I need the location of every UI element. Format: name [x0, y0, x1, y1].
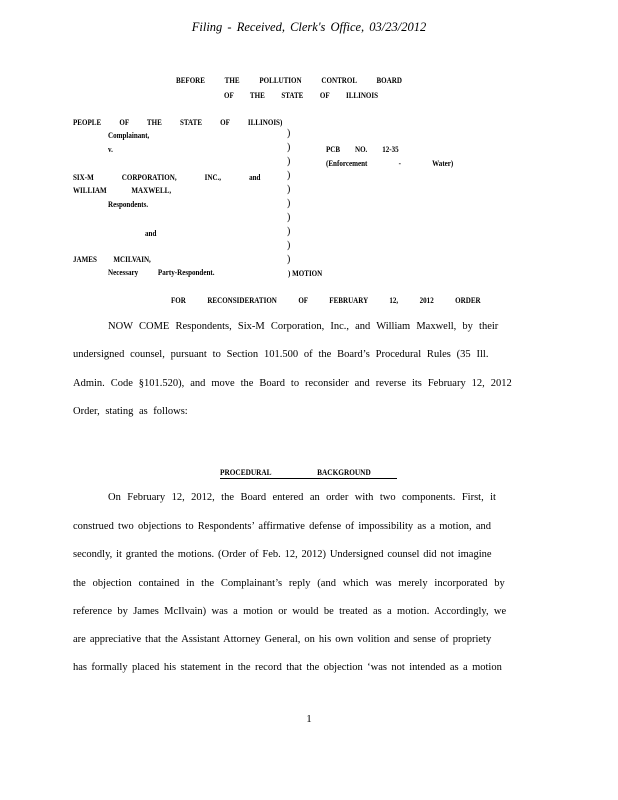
section-heading [220, 467, 397, 479]
caption-paren: ) [287, 156, 291, 167]
caption-motion-word: ) MOTION [288, 268, 323, 278]
caption-respondent2: WILLIAM MAXWELL, [73, 185, 172, 195]
case-number: PCB NO. 12-35 [326, 144, 399, 154]
background-line: On February 12, 2012, the Board entered an order with two components. First, it [108, 492, 496, 503]
caption-paren: ) [287, 170, 291, 181]
background-line: has formally placed his statement in the record that the objection ‘was not intended as a motion [73, 662, 502, 673]
filing-stamp: Filing - Received, Clerk's Office, 03/23/2012 [191, 20, 427, 34]
court-heading-line2: OF THE STATE OF ILLINOIS [224, 90, 379, 100]
caption-respondents: Respondents. [108, 199, 149, 209]
background-line: secondly, it granted the motions. (Order of Feb. 12, 2012) Undersigned counsel did not imagine [73, 549, 492, 560]
caption-paren: ) [287, 184, 291, 195]
caption-paren: ) [287, 212, 291, 223]
background-line: are appreciative that the Assistant Attorney General, on his own volition and sense of propriety [73, 634, 492, 645]
caption-paren: ) [287, 240, 291, 251]
intro-line: Order, stating as follows: [73, 406, 188, 417]
section-heading-text: PROCEDURAL BACKGROUND [220, 467, 371, 477]
caption-v: v. [108, 144, 113, 154]
intro-line: NOW COME Respondents, Six-M Corporation, Inc., and William Maxwell, by their [108, 321, 499, 332]
motion-title: FOR RECONSIDERATION OF FEBRUARY 12, 2012 ORDER [171, 295, 481, 305]
caption-paren: ) [287, 254, 291, 265]
court-heading-line1: BEFORE THE POLLUTION CONTROL BOARD [176, 75, 402, 85]
intro-line: Admin. Code §101.520), and move the Board to reconsider and reverse its February 12, 2012 [73, 378, 512, 389]
caption-complainant: Complainant, [108, 130, 150, 140]
caption-paren: ) [287, 198, 291, 209]
background-line: construed two objections to Respondents’ affirmative defense of impossibility as a motion, and [73, 521, 492, 532]
caption-and: and [145, 228, 157, 238]
intro-line: undersigned counsel, pursuant to Section 101.500 of the Board’s Procedural Rules (35 Ill. [73, 349, 489, 360]
background-line: reference by James McIlvain) was a motion or would be treated as a motion. Accordingly, we [73, 606, 507, 617]
caption-respondent1: SIX-M CORPORATION, INC., and [73, 172, 261, 182]
caption-paren: ) [287, 226, 291, 237]
caption-party1: JAMES MCILVAIN, [73, 254, 151, 264]
page-number: 1 [306, 713, 312, 725]
case-type: (Enforcement - Water) [326, 158, 454, 168]
caption-paren: ) [287, 142, 291, 153]
caption-paren: ) [287, 128, 291, 139]
background-line: the objection contained in the Complainant’s reply (and which was merely incorporated by [73, 578, 505, 589]
caption-people: PEOPLE OF THE STATE OF ILLINOIS) [73, 117, 283, 127]
caption-party2: Necessary Party-Respondent. [108, 267, 215, 277]
